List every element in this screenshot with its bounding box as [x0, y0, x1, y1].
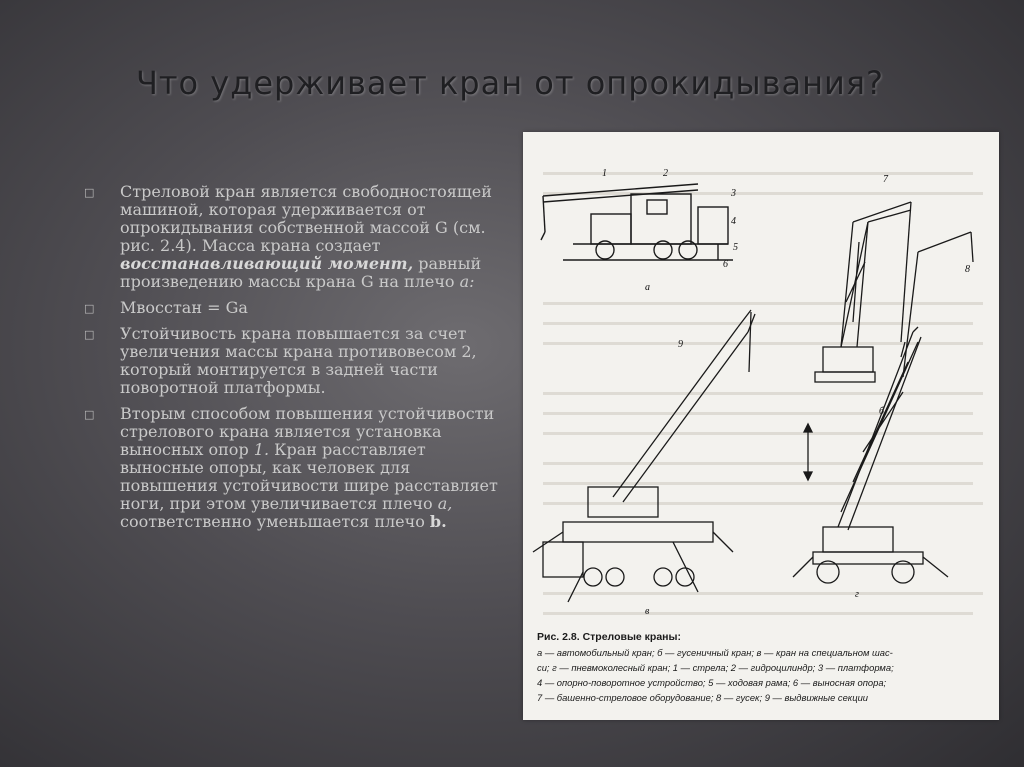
figure-caption — [537, 630, 992, 705]
square-bullet-icon: □ — [84, 186, 95, 199]
bullet-text: Стреловой кран является свободностоящей машиной, которая удерживается от опрокидывания собственной массой G (см. рис. 2.4). Масса крана создает восстанавливающий момент, равный произведению массы крана G на плечо а: — [120, 182, 492, 291]
bullet-item — [84, 405, 499, 531]
part-number: 9 — [678, 339, 683, 350]
part-number: 7 — [883, 174, 888, 185]
part-number: 8 — [965, 264, 970, 275]
subfigure-label-v: в — [645, 606, 650, 617]
subfigure-label-g: г — [855, 589, 859, 600]
part-number: 1 — [602, 168, 607, 179]
square-bullet-icon: □ — [84, 408, 95, 421]
truck-crane-drawing — [541, 184, 733, 260]
formula-text: Мвосстан = Gа — [120, 298, 248, 317]
bullet-text: Устойчивость крана повышается за счет увеличения массы крана противовесом 2, который монтируется в задней части поворотной платформы. — [120, 324, 477, 397]
bullet-item — [84, 325, 499, 397]
slide-title: Что удерживает кран от опрокидывания? — [135, 64, 885, 102]
subfigure-labels — [645, 282, 885, 617]
caption-line: а — автомобильный кран; б — гусеничный кран; в — кран на специальном шас- — [537, 647, 893, 658]
caption-line: 7 — башенно-стреловое оборудование; 8 — гусек; 9 — выдвижные секции — [537, 692, 869, 703]
subfigure-label-b: б — [879, 406, 885, 417]
part-number: 2 — [663, 168, 668, 179]
bullet-text: Вторым способом повышения устойчивости стрелового крана является установка выносных опор 1. Кран расставляет выносные опоры, как человек для повышения устойчивости шире расставляет ноги, при этом увеличивается плечо а, соответственно уменьшается плечо b. — [120, 404, 498, 531]
background-text — [543, 172, 983, 615]
part-number: 4 — [731, 216, 736, 227]
bullet-item — [84, 183, 499, 291]
wheeled-crane-drawing — [793, 327, 948, 583]
caption-line: 4 — опорно-поворотное устройство; 5 — ходовая рама; 6 — выносная опора; — [537, 677, 887, 688]
subfigure-label-a: а — [645, 282, 650, 293]
bullet-list — [84, 183, 499, 539]
bullet-item — [84, 299, 499, 317]
square-bullet-icon: □ — [84, 328, 95, 341]
part-number: 5 — [733, 242, 738, 253]
caption-line: си; г — пневмоколесный кран; 1 — стрела; 2 — гидроцилиндр; 3 — платформа; — [537, 662, 894, 673]
crawler-crane-drawing — [815, 202, 973, 382]
special-chassis-crane-drawing — [533, 310, 755, 602]
part-number: 6 — [723, 259, 728, 270]
square-bullet-icon: □ — [84, 302, 95, 315]
crane-figure — [523, 132, 999, 720]
part-number: 3 — [731, 188, 736, 199]
caption-title: Рис. 2.8. Стреловые краны: — [537, 631, 681, 643]
